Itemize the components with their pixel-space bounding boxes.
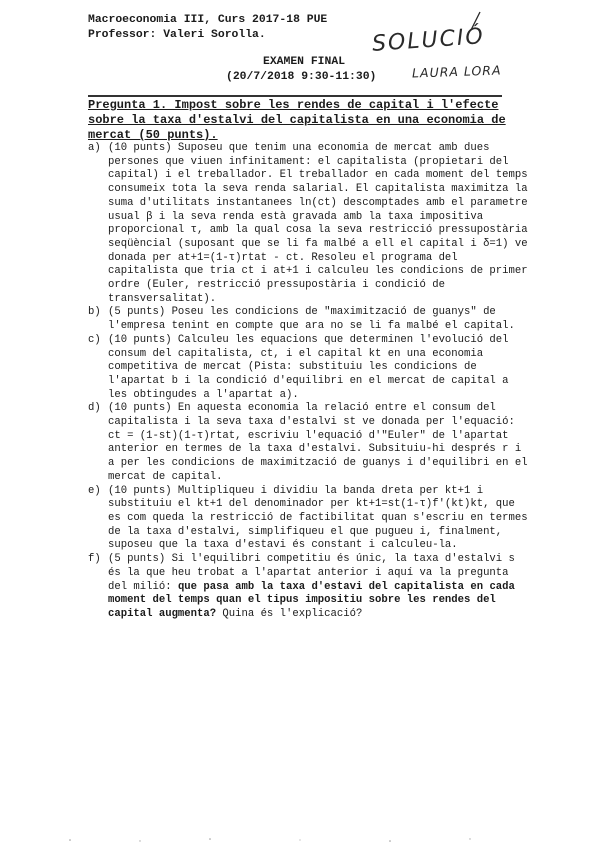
item-e-text: (10 punts) Multipliqueu i dividiu la banda dreta per kt+1 i substituiu el kt+1 del denominador per kt+1=st(1-τ)f'(kt)kt, que es com queda la restricció de factibilitat quan s'escriu en termes de la taxa d'estalvi, simplifiqueu el que pugueu i, finalment, suposeu que la taxa d'estavi és constant i calculeu-la.: [108, 484, 528, 552]
item-c-label: c): [88, 333, 101, 346]
item-a-label: a): [88, 142, 101, 154]
item-f-label: f): [88, 553, 101, 566]
scan-specks: [0, 836, 601, 844]
item-f-text: [108, 553, 528, 622]
handwritten-student-name: LAURA LORA: [411, 62, 502, 81]
item-f: [88, 553, 528, 622]
item-d-text: (10 punts) En aquesta economia la relació entre el consum del capitalista i la seva taxa d'estalvi st ve donada per l'equació: ct = (1-st)(1-τ)rtat, escriviu l'equació d'"Euler" de l'apartat anterior en termes de la taxa d'estalvi. Subsituiu-hi després r i a per les condicions de maximització de guanys i d'equilibri en el mercat de capital.: [108, 402, 528, 483]
exam-title: EXAMEN FINAL: [263, 56, 346, 68]
course-line: Macroeconomia III, Curs 2017-18 PUE: [88, 14, 328, 26]
handwritten-tick-mark: [468, 10, 484, 32]
question-title: Pregunta 1. Impost sobre les rendes de capital i l'efecte sobre la taxa d'estalvi del capitalista en una economia de mercat (50 punts).: [88, 98, 506, 142]
item-d-label: d): [88, 402, 101, 415]
question-body: [88, 142, 528, 622]
professor-line: Professor: Valeri Sorolla.: [88, 29, 266, 41]
item-b-label: b): [88, 306, 101, 319]
item-a-text: (10 punts) Suposeu que tenim una economia de mercat amb dues persones que viuen infinitament: el capitalista (propietari del capital) i el treballador. El treballador en cada moment del temps consumeix tota la seva renda salarial. El capitalista maximitza la suma d'utilitats instantanees ln(ct) descomptades amb el parametre usual β i la seva renda està gravada amb la taxa impositiva proporcional τ, amb la qual cosa la seva restricció pressupostària seqüèncial (suposant que se li fa malbé a ell el capital i δ=1) ve donada per at+1=(1-τ)rtat - ct. Resoleu el programa del capitalista que tria ct i at+1 i calculeu les condicions de primer ordre (Euler, restricció pressupostària i condició de transversalitat).: [108, 142, 528, 305]
item-c: [88, 333, 528, 403]
item-f-tail: Quina és l'explicació?: [216, 607, 363, 620]
item-f-intro: (5 punts) Si l'equilibri competitiu és únic, la taxa d'estalvi s és la que heu trobat a l'apartat anterior i aquí va la pregunta del milió:: [108, 553, 515, 593]
item-b: [88, 306, 528, 333]
exam-datetime: (20/7/2018 9:30-11:30): [226, 71, 377, 83]
handwritten-solution-label: SOLUCIÓ: [371, 24, 486, 57]
item-d: [88, 402, 528, 484]
item-e: [88, 484, 528, 554]
item-e-label: e): [88, 484, 101, 497]
item-c-text: (10 punts) Calculeu les equacions que determinen l'evolució del consum del capitalista, ct, i el capital kt en una economia competitiva de mercat (Pista: substituiu les condicions de l'apartat b i la condició d'equilibri en el mercat de capital a les obtingudes a l'apartat a).: [108, 333, 509, 401]
item-f-key-question: que pasa amb la taxa d'estavi del capitalista en cada moment del temps quan el tipus impositiu sobre les rendes del capital augmenta?: [108, 580, 515, 620]
item-b-text: (5 punts) Poseu les condicions de "maximització de guanys" de l'empresa tenint en compte que ara no se li fa malbé el capital.: [108, 306, 515, 333]
item-a: [88, 142, 528, 306]
top-rule: [88, 95, 502, 97]
